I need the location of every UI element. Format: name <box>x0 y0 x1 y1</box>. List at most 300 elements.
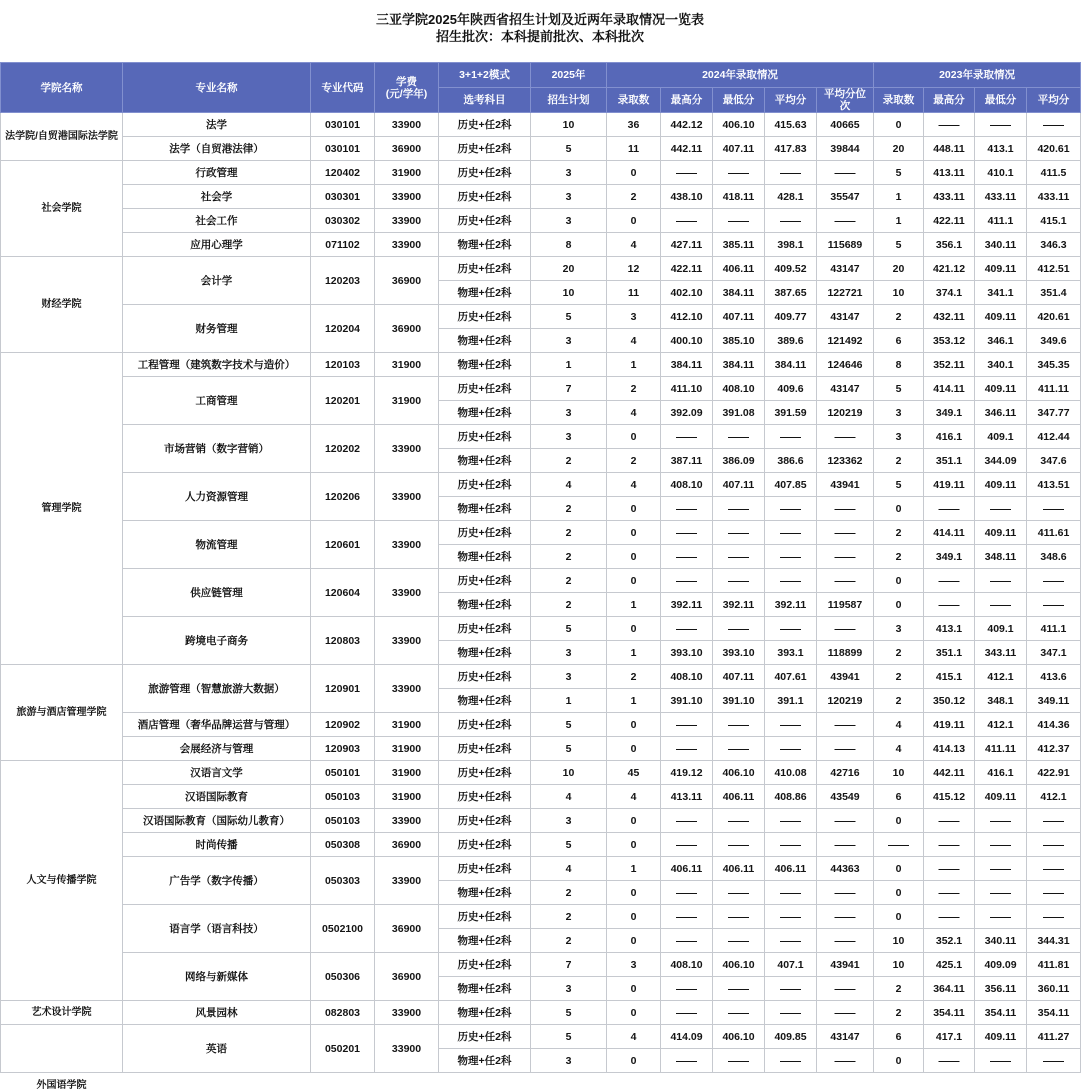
major-code-cell: 050103 <box>311 785 375 809</box>
plan-2025-cell: 3 <box>531 329 607 353</box>
admit-count-2024-cell: 0 <box>607 713 661 737</box>
min-score-2024-cell: —— <box>713 209 765 233</box>
max-score-2023-cell: 413.11 <box>924 161 975 185</box>
avg-rank-2024-cell: —— <box>817 545 874 569</box>
max-score-2023-cell: 351.1 <box>924 641 975 665</box>
subjects-cell: 物理+任2科 <box>439 329 531 353</box>
admit-count-2024-cell: 2 <box>607 185 661 209</box>
avg-score-2023-cell: —— <box>1027 857 1081 881</box>
major-code-cell: 120902 <box>311 713 375 737</box>
header-group-2023: 2023年录取情况 <box>874 63 1081 88</box>
max-score-2024-cell: —— <box>661 1049 713 1073</box>
max-score-2023-cell: 417.1 <box>924 1025 975 1049</box>
major-name-cell: 时尚传播 <box>123 833 311 857</box>
min-score-2024-cell: 407.11 <box>713 665 765 689</box>
min-score-2024-cell: 407.11 <box>713 473 765 497</box>
avg-score-2024-cell: —— <box>765 905 817 929</box>
college-name-label: 法学院/自贸港国际法学院 <box>5 130 118 142</box>
major-code-cell: 120206 <box>311 473 375 521</box>
tuition-cell: 36900 <box>375 305 439 353</box>
avg-score-2023-cell: 411.1 <box>1027 617 1081 641</box>
max-score-2024-cell: —— <box>661 521 713 545</box>
plan-2025-cell: 7 <box>531 377 607 401</box>
header-tuition-line2: (元/学年) <box>385 87 428 100</box>
min-score-2023-cell: —— <box>975 497 1027 521</box>
header-mode: 3+1+2模式 <box>439 63 531 88</box>
subjects-cell: 历史+任2科 <box>439 377 531 401</box>
min-score-2024-cell: —— <box>713 713 765 737</box>
subjects-cell: 历史+任2科 <box>439 1025 531 1049</box>
admit-count-2024-cell: 11 <box>607 281 661 305</box>
admit-count-2024-cell: 3 <box>607 305 661 329</box>
avg-score-2023-cell: 412.1 <box>1027 785 1081 809</box>
admit-count-2023-cell: 10 <box>874 761 924 785</box>
avg-score-2024-cell: —— <box>765 977 817 1001</box>
min-score-2023-cell: 340.11 <box>975 929 1027 953</box>
avg-rank-2024-cell: —— <box>817 905 874 929</box>
table-row <box>1 209 1081 233</box>
max-score-2023-cell: 350.12 <box>924 689 975 713</box>
plan-2025-cell: 20 <box>531 257 607 281</box>
max-score-2024-cell: 391.10 <box>661 689 713 713</box>
admit-count-2024-cell: 45 <box>607 761 661 785</box>
min-score-2024-cell: 384.11 <box>713 353 765 377</box>
table-row <box>1 617 1081 641</box>
college-name-label: 外国语学院 <box>36 1080 87 1091</box>
table-header <box>1 63 1081 113</box>
min-score-2023-cell: 409.1 <box>975 617 1027 641</box>
max-score-2023-cell: 419.11 <box>924 713 975 737</box>
avg-score-2023-cell: 414.36 <box>1027 713 1081 737</box>
avg-score-2023-cell: 412.51 <box>1027 257 1081 281</box>
admit-count-2023-cell: 0 <box>874 113 924 137</box>
min-score-2024-cell: —— <box>713 161 765 185</box>
subjects-cell: 物理+任2科 <box>439 1001 531 1025</box>
admit-count-2023-cell: 20 <box>874 257 924 281</box>
admit-count-2024-cell: 4 <box>607 785 661 809</box>
avg-score-2023-cell: 412.44 <box>1027 425 1081 449</box>
admit-count-2023-cell: 4 <box>874 737 924 761</box>
min-score-2023-cell: —— <box>975 569 1027 593</box>
min-score-2024-cell: —— <box>713 521 765 545</box>
college-name-cell <box>1 257 123 353</box>
major-name-cell: 行政管理 <box>123 161 311 185</box>
avg-score-2024-cell: 391.59 <box>765 401 817 425</box>
avg-rank-2024-cell: —— <box>817 209 874 233</box>
avg-score-2024-cell: 398.1 <box>765 233 817 257</box>
plan-2025-cell: 1 <box>531 689 607 713</box>
avg-rank-2024-cell: —— <box>817 737 874 761</box>
admit-count-2024-cell: 0 <box>607 905 661 929</box>
max-score-2024-cell: 419.12 <box>661 761 713 785</box>
admit-count-2023-cell: 0 <box>874 905 924 929</box>
plan-2025-cell: 2 <box>531 497 607 521</box>
min-score-2024-cell: 418.11 <box>713 185 765 209</box>
admit-count-2024-cell: 4 <box>607 1025 661 1049</box>
admit-count-2023-cell: 5 <box>874 161 924 185</box>
min-score-2024-cell: —— <box>713 617 765 641</box>
admit-count-2023-cell: 0 <box>874 857 924 881</box>
subjects-cell: 历史+任2科 <box>439 185 531 209</box>
plan-2025-cell: 2 <box>531 929 607 953</box>
header-major: 专业名称 <box>123 63 311 113</box>
max-score-2024-cell: 408.10 <box>661 953 713 977</box>
admit-count-2023-cell: 0 <box>874 569 924 593</box>
header-row-1 <box>1 63 1081 88</box>
admit-count-2023-cell: 0 <box>874 881 924 905</box>
avg-score-2024-cell: 409.85 <box>765 1025 817 1049</box>
admit-count-2023-cell: 2 <box>874 689 924 713</box>
min-score-2023-cell: 409.11 <box>975 473 1027 497</box>
min-score-2023-cell: —— <box>975 857 1027 881</box>
admit-count-2023-cell: 5 <box>874 377 924 401</box>
table-row <box>1 377 1081 401</box>
max-score-2023-cell: —— <box>924 497 975 521</box>
major-name-cell: 风景园林 <box>123 1001 311 1025</box>
table-row <box>1 569 1081 593</box>
subjects-cell: 物理+任2科 <box>439 401 531 425</box>
subjects-cell: 历史+任2科 <box>439 833 531 857</box>
plan-2025-cell: 4 <box>531 785 607 809</box>
major-code-cell: 030101 <box>311 113 375 137</box>
admit-count-2024-cell: 4 <box>607 233 661 257</box>
table-body <box>1 113 1081 1091</box>
plan-2025-cell: 2 <box>531 905 607 929</box>
avg-rank-2024-cell: 123362 <box>817 449 874 473</box>
min-score-2024-cell: 384.11 <box>713 281 765 305</box>
avg-rank-2024-cell: 43147 <box>817 1025 874 1049</box>
avg-score-2023-cell: 411.11 <box>1027 377 1081 401</box>
avg-score-2024-cell: —— <box>765 929 817 953</box>
avg-rank-2024-cell: 124646 <box>817 353 874 377</box>
avg-rank-2024-cell: 40665 <box>817 113 874 137</box>
major-name-cell: 物流管理 <box>123 521 311 569</box>
major-name-cell: 语言学（语言科技） <box>123 905 311 953</box>
max-score-2024-cell: 408.10 <box>661 473 713 497</box>
admit-count-2024-cell: 0 <box>607 521 661 545</box>
min-score-2024-cell: —— <box>713 881 765 905</box>
max-score-2024-cell: 422.11 <box>661 257 713 281</box>
max-score-2024-cell: —— <box>661 1001 713 1025</box>
min-score-2023-cell: 409.11 <box>975 521 1027 545</box>
plan-2025-cell: 3 <box>531 209 607 233</box>
avg-score-2023-cell: 347.77 <box>1027 401 1081 425</box>
major-name-cell: 供应链管理 <box>123 569 311 617</box>
admit-count-2024-cell: 4 <box>607 401 661 425</box>
table-row <box>1 305 1081 329</box>
major-code-cell: 030302 <box>311 209 375 233</box>
major-code-cell: 030301 <box>311 185 375 209</box>
major-name-cell: 广告学（数字传播） <box>123 857 311 905</box>
avg-rank-2024-cell: —— <box>817 881 874 905</box>
max-score-2024-cell: 406.11 <box>661 857 713 881</box>
admit-count-2024-cell: 2 <box>607 377 661 401</box>
subjects-cell: 历史+任2科 <box>439 905 531 929</box>
max-score-2024-cell: —— <box>661 497 713 521</box>
max-score-2023-cell: 416.1 <box>924 425 975 449</box>
max-score-2023-cell: 421.12 <box>924 257 975 281</box>
college-name-cell <box>1 161 123 257</box>
avg-score-2024-cell: 392.11 <box>765 593 817 617</box>
avg-rank-2024-cell: —— <box>817 521 874 545</box>
admit-count-2024-cell: 0 <box>607 809 661 833</box>
min-score-2024-cell: 385.10 <box>713 329 765 353</box>
min-score-2023-cell: 409.11 <box>975 1025 1027 1049</box>
college-name-label: 人文与传播学院 <box>26 874 97 886</box>
min-score-2023-cell: —— <box>975 113 1027 137</box>
table-row <box>1 1001 1081 1025</box>
subjects-cell: 历史+任2科 <box>439 209 531 233</box>
tuition-cell: 33900 <box>375 617 439 665</box>
max-score-2023-cell: 433.11 <box>924 185 975 209</box>
avg-rank-2024-cell: 43941 <box>817 953 874 977</box>
major-name-cell: 会计学 <box>123 257 311 305</box>
max-score-2023-cell: 425.1 <box>924 953 975 977</box>
avg-rank-2024-cell: 43941 <box>817 665 874 689</box>
subjects-cell: 物理+任2科 <box>439 353 531 377</box>
tuition-cell: 33900 <box>375 857 439 905</box>
min-score-2024-cell: 391.08 <box>713 401 765 425</box>
max-score-2023-cell: 356.1 <box>924 233 975 257</box>
avg-score-2024-cell: —— <box>765 497 817 521</box>
major-name-cell: 网络与新媒体 <box>123 953 311 1001</box>
subjects-cell: 物理+任2科 <box>439 881 531 905</box>
subjects-cell: 物理+任2科 <box>439 593 531 617</box>
min-score-2024-cell: 408.10 <box>713 377 765 401</box>
header-college: 学院名称 <box>1 63 123 113</box>
max-score-2023-cell: 413.1 <box>924 617 975 641</box>
avg-rank-2024-cell: —— <box>817 425 874 449</box>
admit-count-2023-cell: —— <box>874 833 924 857</box>
subjects-cell: 历史+任2科 <box>439 425 531 449</box>
plan-2025-cell: 3 <box>531 809 607 833</box>
major-code-cell: 050308 <box>311 833 375 857</box>
major-name-cell: 汉语国际教育（国际幼儿教育） <box>123 809 311 833</box>
admit-count-2023-cell: 6 <box>874 329 924 353</box>
admit-count-2024-cell: 0 <box>607 833 661 857</box>
title-block <box>0 0 1080 62</box>
avg-score-2024-cell: 428.1 <box>765 185 817 209</box>
max-score-2023-cell: 351.1 <box>924 449 975 473</box>
college-name-cell <box>1 113 123 161</box>
plan-2025-cell: 2 <box>531 545 607 569</box>
major-code-cell: 071102 <box>311 233 375 257</box>
subjects-cell: 物理+任2科 <box>439 929 531 953</box>
avg-score-2023-cell: —— <box>1027 569 1081 593</box>
admit-count-2024-cell: 0 <box>607 1001 661 1025</box>
admit-count-2023-cell: 2 <box>874 449 924 473</box>
major-code-cell: 050101 <box>311 761 375 785</box>
min-score-2024-cell: —— <box>713 425 765 449</box>
max-score-2023-cell: 415.1 <box>924 665 975 689</box>
table-row <box>1 353 1081 377</box>
avg-score-2023-cell: 411.61 <box>1027 521 1081 545</box>
avg-score-2023-cell: 349.6 <box>1027 329 1081 353</box>
avg-score-2024-cell: 407.61 <box>765 665 817 689</box>
plan-2025-cell: 8 <box>531 233 607 257</box>
plan-2025-cell: 2 <box>531 569 607 593</box>
min-score-2023-cell: 409.09 <box>975 953 1027 977</box>
table-row <box>1 425 1081 449</box>
tuition-cell: 33900 <box>375 425 439 473</box>
avg-score-2024-cell: 417.83 <box>765 137 817 161</box>
max-score-2023-cell: —— <box>924 905 975 929</box>
major-name-cell: 会展经济与管理 <box>123 737 311 761</box>
admit-count-2024-cell: 0 <box>607 737 661 761</box>
header-2024-max-score: 最高分 <box>661 88 713 113</box>
admit-count-2023-cell: 2 <box>874 665 924 689</box>
min-score-2023-cell: 409.11 <box>975 305 1027 329</box>
admit-count-2024-cell: 12 <box>607 257 661 281</box>
major-code-cell: 120903 <box>311 737 375 761</box>
admit-count-2023-cell: 2 <box>874 545 924 569</box>
tuition-cell: 33900 <box>375 209 439 233</box>
plan-2025-cell: 2 <box>531 449 607 473</box>
major-code-cell: 050306 <box>311 953 375 1001</box>
min-score-2024-cell: —— <box>713 929 765 953</box>
max-score-2023-cell: 419.11 <box>924 473 975 497</box>
avg-score-2023-cell: 351.4 <box>1027 281 1081 305</box>
avg-rank-2024-cell: —— <box>817 809 874 833</box>
table-row <box>1 785 1081 809</box>
max-score-2023-cell: —— <box>924 113 975 137</box>
min-score-2024-cell: 393.10 <box>713 641 765 665</box>
college-name-label: 管理学院 <box>41 502 82 514</box>
avg-score-2024-cell: 387.65 <box>765 281 817 305</box>
admit-count-2023-cell: 10 <box>874 281 924 305</box>
admit-count-2023-cell: 2 <box>874 521 924 545</box>
min-score-2023-cell: 340.11 <box>975 233 1027 257</box>
max-score-2024-cell: 414.09 <box>661 1025 713 1049</box>
table-row <box>1 713 1081 737</box>
tuition-cell: 31900 <box>375 353 439 377</box>
plan-2025-cell: 3 <box>531 185 607 209</box>
max-score-2023-cell: 349.1 <box>924 545 975 569</box>
avg-score-2023-cell: —— <box>1027 593 1081 617</box>
max-score-2024-cell: 411.10 <box>661 377 713 401</box>
avg-score-2024-cell: —— <box>765 1001 817 1025</box>
avg-rank-2024-cell: 42716 <box>817 761 874 785</box>
admit-count-2024-cell: 1 <box>607 689 661 713</box>
avg-score-2024-cell: 391.1 <box>765 689 817 713</box>
plan-2025-cell: 3 <box>531 977 607 1001</box>
max-score-2024-cell: 408.10 <box>661 665 713 689</box>
plan-2025-cell: 10 <box>531 761 607 785</box>
max-score-2024-cell: 442.12 <box>661 113 713 137</box>
min-score-2024-cell: 385.11 <box>713 233 765 257</box>
min-score-2023-cell: 411.1 <box>975 209 1027 233</box>
avg-rank-2024-cell: 120219 <box>817 689 874 713</box>
max-score-2023-cell: 349.1 <box>924 401 975 425</box>
major-code-cell: 120204 <box>311 305 375 353</box>
min-score-2023-cell: 416.1 <box>975 761 1027 785</box>
major-name-cell: 英语 <box>123 1025 311 1073</box>
major-name-cell: 社会工作 <box>123 209 311 233</box>
avg-score-2023-cell: 412.37 <box>1027 737 1081 761</box>
admit-count-2024-cell: 4 <box>607 473 661 497</box>
header-code: 专业代码 <box>311 63 375 113</box>
avg-score-2024-cell: —— <box>765 209 817 233</box>
subjects-cell: 历史+任2科 <box>439 569 531 593</box>
avg-score-2024-cell: —— <box>765 569 817 593</box>
tuition-cell: 31900 <box>375 377 439 425</box>
header-tuition <box>375 63 439 113</box>
table-row <box>1 737 1081 761</box>
major-name-cell: 跨境电子商务 <box>123 617 311 665</box>
avg-score-2024-cell: 410.08 <box>765 761 817 785</box>
tuition-cell: 33900 <box>375 1001 439 1025</box>
avg-score-2023-cell: 413.6 <box>1027 665 1081 689</box>
avg-score-2024-cell: 407.1 <box>765 953 817 977</box>
header-2024-avg-score: 平均分 <box>765 88 817 113</box>
major-name-cell: 工程管理（建筑数字技术与造价） <box>123 353 311 377</box>
table-row <box>1 833 1081 857</box>
table-row <box>1 665 1081 689</box>
subjects-cell: 历史+任2科 <box>439 713 531 737</box>
avg-score-2024-cell: —— <box>765 881 817 905</box>
header-2024-min-score: 最低分 <box>713 88 765 113</box>
max-score-2024-cell: 413.11 <box>661 785 713 809</box>
min-score-2023-cell: 409.11 <box>975 377 1027 401</box>
subjects-cell: 历史+任2科 <box>439 761 531 785</box>
admit-count-2023-cell: 5 <box>874 473 924 497</box>
avg-score-2023-cell: 344.31 <box>1027 929 1081 953</box>
admissions-table <box>0 62 1081 1091</box>
avg-rank-2024-cell: 44363 <box>817 857 874 881</box>
admit-count-2023-cell: 3 <box>874 401 924 425</box>
college-name-label: 财经学院 <box>41 298 82 310</box>
admit-count-2023-cell: 6 <box>874 1025 924 1049</box>
avg-rank-2024-cell: —— <box>817 1001 874 1025</box>
subjects-cell: 历史+任2科 <box>439 521 531 545</box>
admit-count-2023-cell: 0 <box>874 809 924 833</box>
admit-count-2023-cell: 0 <box>874 593 924 617</box>
max-score-2023-cell: 364.11 <box>924 977 975 1001</box>
avg-score-2023-cell: 347.6 <box>1027 449 1081 473</box>
avg-score-2024-cell: —— <box>765 545 817 569</box>
major-code-cell: 030101 <box>311 137 375 161</box>
major-name-cell: 应用心理学 <box>123 233 311 257</box>
admit-count-2023-cell: 10 <box>874 953 924 977</box>
tuition-cell: 33900 <box>375 521 439 569</box>
admit-count-2023-cell: 2 <box>874 977 924 1001</box>
tuition-cell: 36900 <box>375 905 439 953</box>
min-score-2024-cell: 391.10 <box>713 689 765 713</box>
avg-rank-2024-cell: 43147 <box>817 305 874 329</box>
max-score-2023-cell: —— <box>924 809 975 833</box>
avg-score-2023-cell: 415.1 <box>1027 209 1081 233</box>
table-row <box>1 137 1081 161</box>
plan-2025-cell: 5 <box>531 833 607 857</box>
plan-2025-cell: 3 <box>531 641 607 665</box>
min-score-2024-cell: —— <box>713 497 765 521</box>
avg-rank-2024-cell: 115689 <box>817 233 874 257</box>
plan-2025-cell: 2 <box>531 521 607 545</box>
subjects-cell: 物理+任2科 <box>439 689 531 713</box>
subjects-cell: 历史+任2科 <box>439 785 531 809</box>
avg-score-2023-cell: —— <box>1027 809 1081 833</box>
subjects-cell: 物理+任2科 <box>439 281 531 305</box>
major-name-cell: 旅游管理（智慧旅游大数据） <box>123 665 311 713</box>
tuition-cell: 33900 <box>375 809 439 833</box>
plan-2025-cell: 3 <box>531 665 607 689</box>
min-score-2023-cell: 411.11 <box>975 737 1027 761</box>
min-score-2024-cell: —— <box>713 545 765 569</box>
page-subtitle: 招生批次：本科提前批次、本科批次 <box>435 29 644 44</box>
major-name-cell: 财务管理 <box>123 305 311 353</box>
max-score-2024-cell: —— <box>661 209 713 233</box>
max-score-2024-cell: 402.10 <box>661 281 713 305</box>
